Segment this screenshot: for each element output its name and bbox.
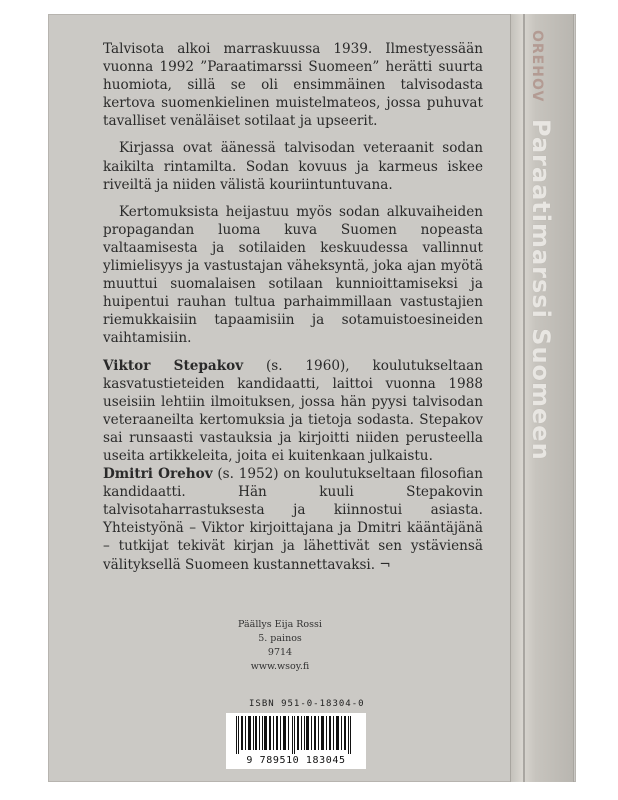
spine-text <box>527 30 555 461</box>
barcode <box>226 713 366 769</box>
author-bio-orehov <box>103 465 483 574</box>
blurb-paragraph-1: Talvisota alkoi marraskuussa 1939. Ilmestyessään vuonna 1992 ”Paraatimarssi Suomeen” herätti suurta huomiota, sillä se oli ensimmäinen talvisodasta kertova suomenkielinen muistelmateos, jossa puhuvat tavalliset venäläiset sotilaat ja upseerit. <box>103 41 483 130</box>
blurb-text <box>103 40 483 583</box>
blurb-paragraph-3: Kertomuksista heijastuu myös sodan alkuvaiheiden propagandan luoma kuva Suomen nopeasta valtaamisesta ja sotilaiden keskuudessa vallinnut ylimielisyys ja vastustajan väheksyntä, joka ajan myötä muuttui suomalaisen sotilaan kunnioittamiseksi ja huipentui rauhan tultua parhaimmillaan vastustajien riemukkaisiin tapaamisiin ja sotamuistoesineiden vaihtamisiin. <box>103 203 483 347</box>
author-text-stepakov: (s. 1960), koulutukseltaan kasvatustieteiden kandidaatti, laittoi vuonna 1988 useisiin lehtiin ilmoituksen, jossa hän pyysi talvisodan veteraaneilta kertomuksia ja tietoja sodasta. Stepakov sai runsaasti vastauksia ja kirjoitti niiden perusteella useita artikkeleita, joita ei kuitenkaan julkaistu. <box>103 357 484 464</box>
spine-author: OREHOV <box>529 30 545 103</box>
blurb-paragraph-2: Kirjassa ovat äänessä talvisodan veteraanit sodan kaikilta rintamilta. Sodan kovuus ja karmeus iskee riveiltä ja niiden välistä kouriintuntuvana. <box>103 140 483 193</box>
barcode-bars <box>236 716 356 754</box>
edition: 5. painos <box>258 633 302 644</box>
isbn-text: ISBN 951-0-18304-0 <box>249 699 365 709</box>
author-name-stepakov: Viktor Stepakov <box>103 357 244 374</box>
spine-title: Paraatimarssi Suomeen <box>527 118 555 461</box>
spine-groove <box>523 14 525 782</box>
print-code: 9714 <box>267 647 293 658</box>
author-name-orehov: Dmitri Orehov <box>103 466 213 483</box>
author-text-orehov: (s. 1952) on koulutukseltaan filosofian kandidaatti. Hän kuuli Stepakovin talvisotaharrastuksesta ja kiinnostui asiasta. Yhteistyönä – Viktor kirjoittajana ja Dmitri kääntäjänä – tutkijat tekivät kirjan ja lähettivät sen ystäviensä välityksellä Suomeen kustannettavaksi. ¬ <box>103 466 483 573</box>
credits <box>205 618 355 674</box>
cover-designer: Päällys Eija Rossi <box>238 619 322 630</box>
publisher-url: www.wsoy.fi <box>250 661 310 672</box>
barcode-digits: 9 789510 183045 <box>246 755 346 766</box>
author-bio-stepakov <box>103 357 483 466</box>
